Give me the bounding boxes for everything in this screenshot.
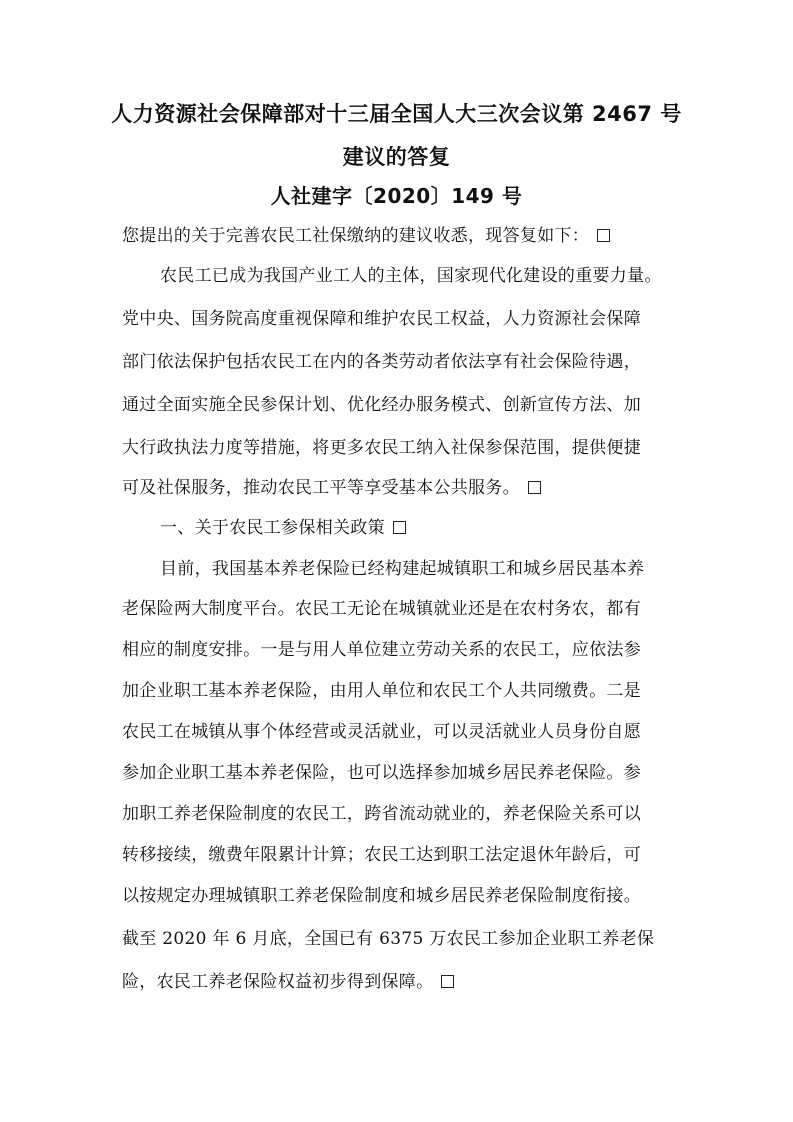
para1-line: 可及社保服务，推动农民工平等享受基本公共服务。 — [122, 478, 520, 498]
section1-heading-line — [160, 516, 682, 540]
document-title-line1: 人力资源社会保障部对十三届全国人大三次会议第 2467 号 — [111, 102, 682, 126]
checkbox-placeholder-icon — [528, 481, 541, 494]
para2-line: 险，农民工养老保险权益初步得到保障。 — [122, 972, 434, 992]
para2-line: 加企业职工基本养老保险，由用人单位和农民工个人共同缴费。二是 — [122, 681, 641, 701]
para2-line: 以按规定办理城镇职工养老保险制度和城乡居民养老保险制度衔接。 — [122, 886, 641, 906]
checkbox-placeholder-icon — [597, 229, 610, 242]
para2-line: 老保险两大制度平台。农民工无论在城镇就业还是在农村务农，都有 — [122, 599, 641, 619]
para1-line: 党中央、国务院高度重视保障和维护农民工权益，人力资源社会保障 — [122, 309, 641, 329]
section1-heading: 一、关于农民工参保相关政策 — [160, 518, 385, 538]
para2-line: 截至 2020 年 6 月底，全国已有 6375 万农民工参加企业职工养老保 — [122, 929, 655, 949]
checkbox-placeholder-icon — [393, 521, 406, 534]
para1-line: 部门依法保护包括农民工在内的各类劳动者依法享有社会保险待遇， — [122, 352, 641, 372]
para1-line: 大行政执法力度等措施，将更多农民工纳入社保参保范围，提供便捷 — [122, 438, 641, 458]
para2-line: 加职工养老保险制度的农民工，跨省流动就业的，养老保险关系可以 — [122, 804, 641, 824]
para2-line: 参加企业职工基本养老保险，也可以选择参加城乡居民养老保险。参 — [122, 763, 641, 783]
document-title-line2: 建议的答复 — [342, 145, 451, 169]
para1-last-line — [122, 476, 682, 500]
para2-line: 目前，我国基本养老保险已经构建起城镇职工和城乡居民基本养 — [160, 559, 645, 579]
para1-line: 通过全面实施全民参保计划、优化经办服务模式、创新宣传方法、加 — [122, 395, 641, 415]
document-number: 人社建字〔2020〕149 号 — [270, 184, 523, 208]
para2-line: 转移接续，缴费年限累计计算；农民工达到职工法定退休年龄后，可 — [122, 845, 641, 865]
para2-last-line — [122, 970, 682, 994]
para2-line: 相应的制度安排。一是与用人单位建立劳动关系的农民工，应依法参 — [122, 640, 641, 660]
para2-line: 农民工在城镇从事个体经营或灵活就业，可以灵活就业人员身份自愿 — [122, 722, 641, 742]
checkbox-placeholder-icon — [441, 975, 454, 988]
intro-line — [122, 224, 682, 248]
para1-line: 农民工已成为我国产业工人的主体，国家现代化建设的重要力量。 — [160, 266, 662, 286]
intro-text: 您提出的关于完善农民工社保缴纳的建议收悉，现答复如下： — [122, 226, 590, 246]
